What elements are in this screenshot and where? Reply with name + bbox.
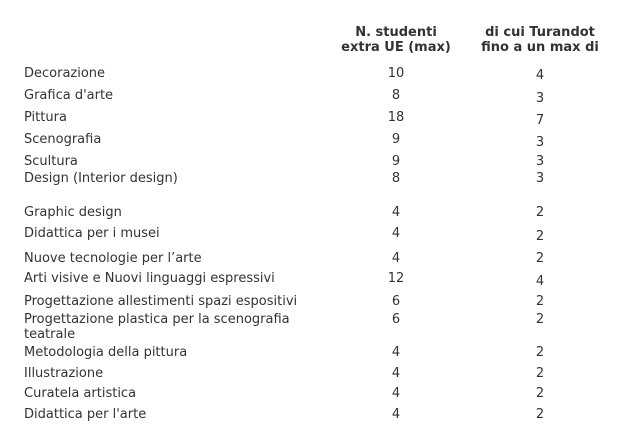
students-value: 4 <box>391 407 401 422</box>
turandot-value: 4 <box>535 68 545 83</box>
course-name: Arti visive e Nuovi linguaggi espressivi <box>24 271 275 286</box>
turandot-value: 3 <box>535 154 545 169</box>
students-value: 8 <box>391 88 401 103</box>
turandot-value: 2 <box>535 366 545 381</box>
students-value: 10 <box>387 66 405 81</box>
students-value: 18 <box>387 110 405 125</box>
course-name: Progettazione allestimenti spazi espositivi <box>24 294 298 309</box>
header-turandot-line-2: fino a un max di <box>481 40 599 55</box>
course-name: Curatela artistica <box>24 386 137 401</box>
course-name: Progettazione plastica per la scenografia teatrale <box>24 312 290 342</box>
header-students-line-2: extra UE (max) <box>341 40 451 55</box>
course-name: Scultura <box>24 154 78 169</box>
header-turandot-line-1: di cui Turandot <box>485 25 595 40</box>
turandot-value: 2 <box>535 251 545 266</box>
students-value: 8 <box>391 171 401 186</box>
students-value: 4 <box>391 251 401 266</box>
turandot-value: 3 <box>535 171 545 186</box>
turandot-value: 2 <box>535 294 545 309</box>
course-name: Pittura <box>24 110 67 125</box>
students-value: 4 <box>391 345 401 360</box>
course-name: Scenografia <box>24 132 102 147</box>
course-name: Didattica per i musei <box>24 226 160 241</box>
header-turandot <box>474 25 606 55</box>
turandot-value: 2 <box>535 345 545 360</box>
course-name: Metodologia della pittura <box>24 345 188 360</box>
turandot-value: 2 <box>535 386 545 401</box>
students-value: 9 <box>391 154 401 169</box>
students-value: 4 <box>391 205 401 220</box>
course-name: Design (Interior design) <box>24 171 178 186</box>
turandot-value: 2 <box>535 229 545 244</box>
header-students <box>330 25 462 55</box>
turandot-value: 2 <box>535 312 545 327</box>
course-name: Graphic design <box>24 205 122 220</box>
course-name: Decorazione <box>24 66 106 81</box>
students-value: 4 <box>391 366 401 381</box>
students-value: 4 <box>391 226 401 241</box>
turandot-value: 3 <box>535 135 545 150</box>
course-name: Didattica per l'arte <box>24 407 147 422</box>
course-name: Nuove tecnologie per l’arte <box>24 251 202 266</box>
students-value: 4 <box>391 386 401 401</box>
turandot-value: 7 <box>535 113 545 128</box>
students-value: 6 <box>391 312 401 327</box>
course-name: Illustrazione <box>24 366 104 381</box>
header-students-line-1: N. studenti <box>355 25 437 40</box>
students-value: 9 <box>391 132 401 147</box>
course-name: Grafica d'arte <box>24 88 114 103</box>
turandot-value: 4 <box>535 274 545 289</box>
students-value: 6 <box>391 294 401 309</box>
turandot-value: 2 <box>535 205 545 220</box>
students-value: 12 <box>387 271 405 286</box>
turandot-value: 2 <box>535 407 545 422</box>
turandot-value: 3 <box>535 91 545 106</box>
